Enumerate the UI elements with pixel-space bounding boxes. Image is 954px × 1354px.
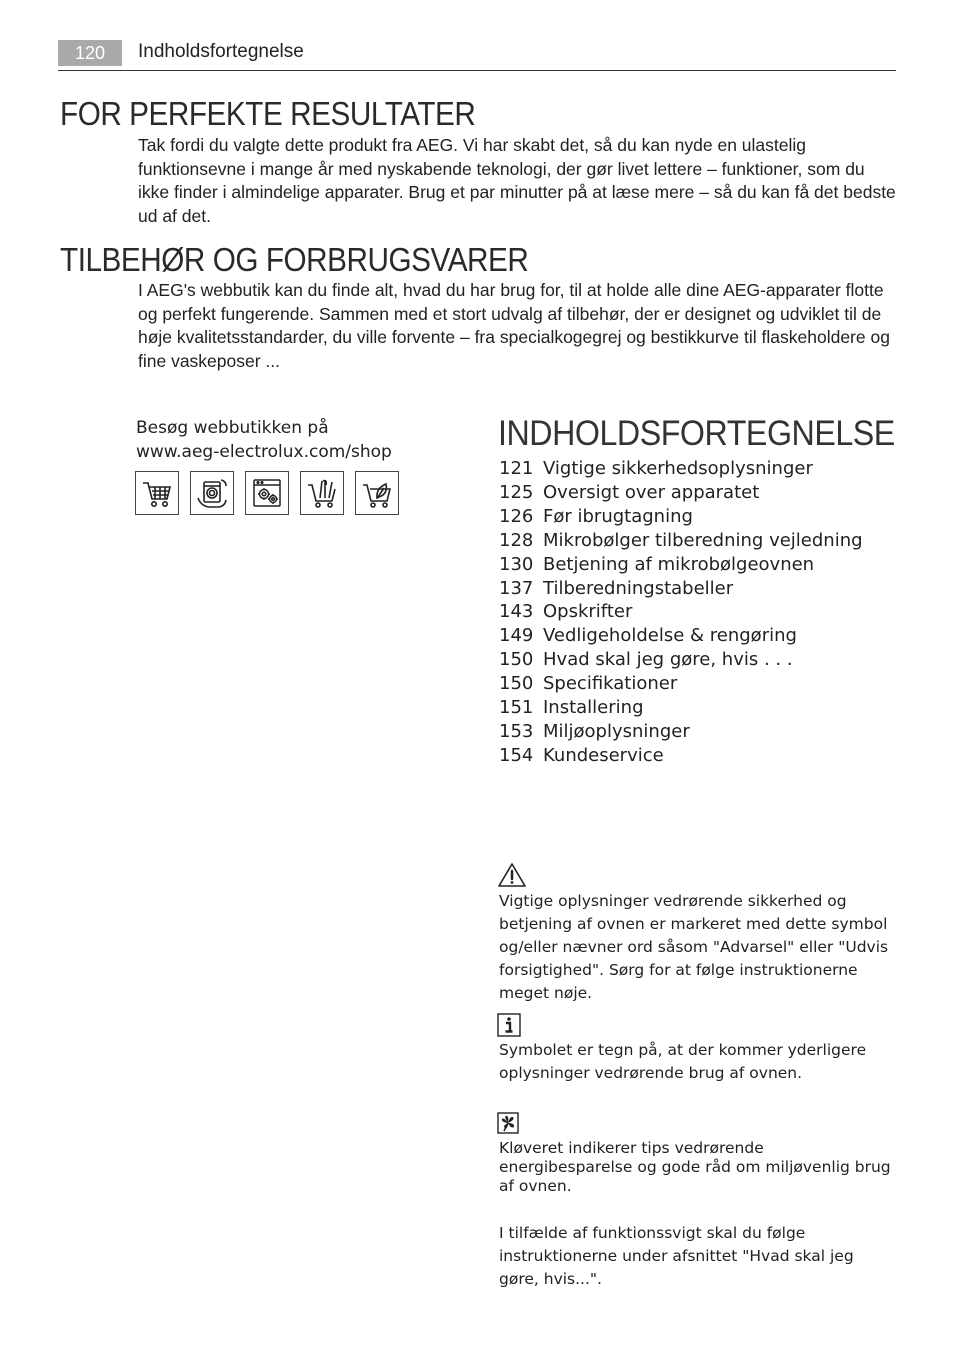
toc-item[interactable] [499,457,863,481]
info-icon [497,1013,521,1037]
header-title: Indholdsfortegnelse [138,41,304,62]
page-number: 120 [58,40,122,66]
toc-item[interactable] [499,624,863,648]
toc-item[interactable] [499,505,863,529]
toc-page: 154 [499,744,534,766]
intro-paragraph: Tak fordi du valgte dette produkt fra AEG. Vi har skabt det, så du kan nyde en ulastelig funktionsevne i mange år med nyskabende teknologi, der gør livet lettere – funktioner, som du ikke finder i almindelige apparater. Brug et par minutter på at læse mere – så du kan få det bedste ud af det. [138,135,896,226]
info-note: Symbolet er tegn på, at der kommer yderligere oplysninger vedrørende brug af ovnen. [499,1041,867,1082]
warning-icon [497,862,527,888]
toc-item[interactable] [499,553,863,577]
toc-item[interactable] [499,744,863,768]
page-header [58,40,896,71]
toc-page: 128 [499,529,534,551]
toc-page: 153 [499,720,534,742]
toc-page: 126 [499,505,534,527]
toc-item[interactable] [499,577,863,601]
shop-url[interactable]: www.aeg-electrolux.com/shop [136,442,392,462]
toc-title: INDHOLDSFORTEGNELSE [498,414,895,453]
toc-list [499,457,863,768]
heading-accessories: TILBEHØR OG FORBRUGSVARER [60,241,529,278]
toc-label: Hvad skal jeg gøre, hvis . . . [543,649,793,671]
shop-visit-line: Besøg webbutikken på [136,418,329,438]
cart-leaf-icon[interactable] [355,471,399,515]
accessories-paragraph: I AEG's webbutik kan du finde alt, hvad du har brug for, til at holde alle dine AEG-apparater flotte og perfekt fungerende. Sammen med et stort udvalg af tilbehør, der er designet og udviklet til de høje kvalitetsstandarder, du ville forvente – fra specialkogegrej og bestikkurve til flaskeholdere og fine vaskeposer ... [138,280,890,371]
toc-item[interactable] [499,696,863,720]
toc-page: 150 [499,649,534,671]
toc-page: 125 [499,481,534,503]
clover-note: Kløveret indikerer tips vedrørende energibesparelse og gode råd om miljøvenlig brug af ovnen. [499,1139,891,1195]
toc-item[interactable] [499,648,863,672]
toc-page: 121 [499,458,534,479]
shop-text [136,416,392,464]
washing-machine-hand-icon[interactable] [190,471,234,515]
malfunction-note: I tilfælde af funktionssvigt skal du følge instruktionerne under afsnittet "Hvad skal jeg gøre, hvis...". [499,1224,854,1288]
toc-item[interactable] [499,720,863,744]
toc-label: Vigtige sikkerhedsoplysninger [543,458,813,479]
warning-note: Vigtige oplysninger vedrørende sikkerhed og betjening af ovnen er markeret med dette symbol og/eller nævner ord såsom "Advarsel" eller "Udvis forsigtighed". Sørg for at følge instruktionerne meget nøje. [499,892,889,1002]
toc-item[interactable] [499,672,863,696]
toc-label: Opskrifter [543,601,633,623]
toc-page: 149 [499,625,534,647]
toc-page: 150 [499,673,534,695]
toc-label: Miljøoplysninger [543,720,690,742]
toc-item[interactable] [499,600,863,624]
toc-label: Betjening af mikrobølgeovnen [543,553,815,575]
shopping-cart-icon[interactable] [135,471,179,515]
toc-item[interactable] [499,529,863,553]
toc-page: 151 [499,697,534,719]
toc-label: Tilberedningstabeller [543,577,734,599]
toc-label: Mikrobølger tilberedning vejledning [543,529,863,551]
toc-page: 130 [499,553,534,575]
toc-label: Oversigt over apparatet [543,481,760,503]
toc-label: Kundeservice [543,744,664,766]
toc-label: Vedligeholdelse & rengøring [543,625,797,647]
cart-utensils-icon[interactable] [300,471,344,515]
heading-perfect-results: FOR PERFEKTE RESULTATER [60,95,476,132]
toc-page: 143 [499,601,534,623]
oven-gears-icon[interactable] [245,471,289,515]
toc-label: Installering [543,697,644,719]
clover-icon [497,1112,519,1134]
toc-page: 137 [499,577,534,599]
shop-icon-row [135,471,399,515]
toc-label: Før ibrugtagning [543,505,693,527]
toc-item[interactable] [499,481,863,505]
toc-label: Specifikationer [543,673,678,695]
